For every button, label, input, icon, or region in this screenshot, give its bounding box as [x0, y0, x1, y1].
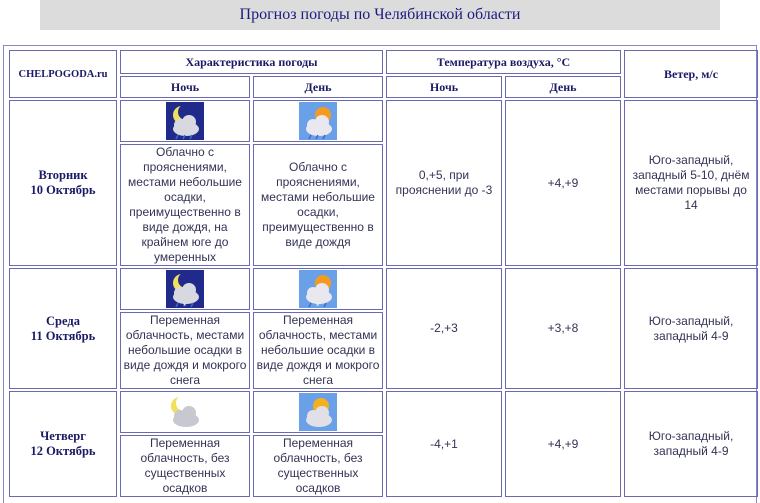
table-row: [9, 268, 758, 310]
day-description: Переменная облачность, без существенных осадков: [253, 435, 383, 497]
header-weather-char: Характеристика погоды: [120, 50, 383, 74]
night-description: Переменная облачность, без существенных осадков: [120, 435, 250, 497]
weekday: Вторник: [38, 168, 88, 182]
day-description: Переменная облачность, местами небольшие осадки в виде дождя и мокрого снега: [253, 312, 383, 389]
date: 12 Октябрь: [30, 444, 96, 458]
weekday: Четверг: [40, 429, 86, 443]
day-cell: [9, 391, 117, 497]
header-wind: Ветер, м/с: [624, 50, 758, 98]
wind: Юго-западный, западный 5-10, днём местами порывы до 14: [624, 100, 758, 266]
temp-day: +3,+8: [505, 268, 621, 389]
header-temp-night: Ночь: [386, 76, 502, 98]
day-cell: [9, 100, 117, 266]
site-name: CHELPOGODA.ru: [9, 50, 117, 98]
page-title: Прогноз погоды по Челябинской области: [40, 0, 720, 30]
header-day: День: [253, 76, 383, 98]
temp-day: +4,+9: [505, 100, 621, 266]
sun-cloud-icon: [299, 393, 337, 431]
night-description: Облачно с прояснениями, местами небольшие осадки, преимущественно в виде дождя, на крайнем юге до умеренных: [120, 144, 250, 266]
temp-night: -2,+3: [386, 268, 502, 389]
weekday: Среда: [46, 313, 80, 328]
header-temp-day: День: [505, 76, 621, 98]
night-description: Переменная облачность, местами небольшие осадки в виде дождя и мокрого снега: [120, 312, 250, 389]
table-row: [9, 391, 758, 433]
svg-text:*: *: [183, 302, 187, 308]
temp-night: -4,+1: [386, 391, 502, 497]
sun-cloud-rain-icon: [299, 102, 337, 140]
date: 11 Октябрь: [30, 328, 96, 343]
temp-day: +4,+9: [505, 391, 621, 497]
day-description: Облачно с прояснениями, местами небольшие осадки, преимущественно в виде дождя: [253, 144, 383, 266]
moon-cloud-rain-icon: [166, 102, 204, 140]
header-night: Ночь: [120, 76, 250, 98]
header-temperature: Температура воздуха, °C: [386, 50, 621, 74]
date: 10 Октябрь: [30, 183, 96, 197]
table-row: [9, 100, 758, 142]
temp-night: 0,+5, при прояснении до -3: [386, 100, 502, 266]
wind: Юго-западный, западный 4-9: [624, 391, 758, 497]
forecast-table: [6, 48, 760, 499]
day-cell: [9, 268, 117, 389]
sun-cloud-sleet-icon: [299, 270, 337, 308]
svg-text:*: *: [316, 302, 320, 308]
wind: Юго-западный, западный 4-9: [624, 268, 758, 389]
moon-cloud-sleet-icon: [166, 270, 204, 308]
moon-cloud-icon: [166, 393, 204, 431]
